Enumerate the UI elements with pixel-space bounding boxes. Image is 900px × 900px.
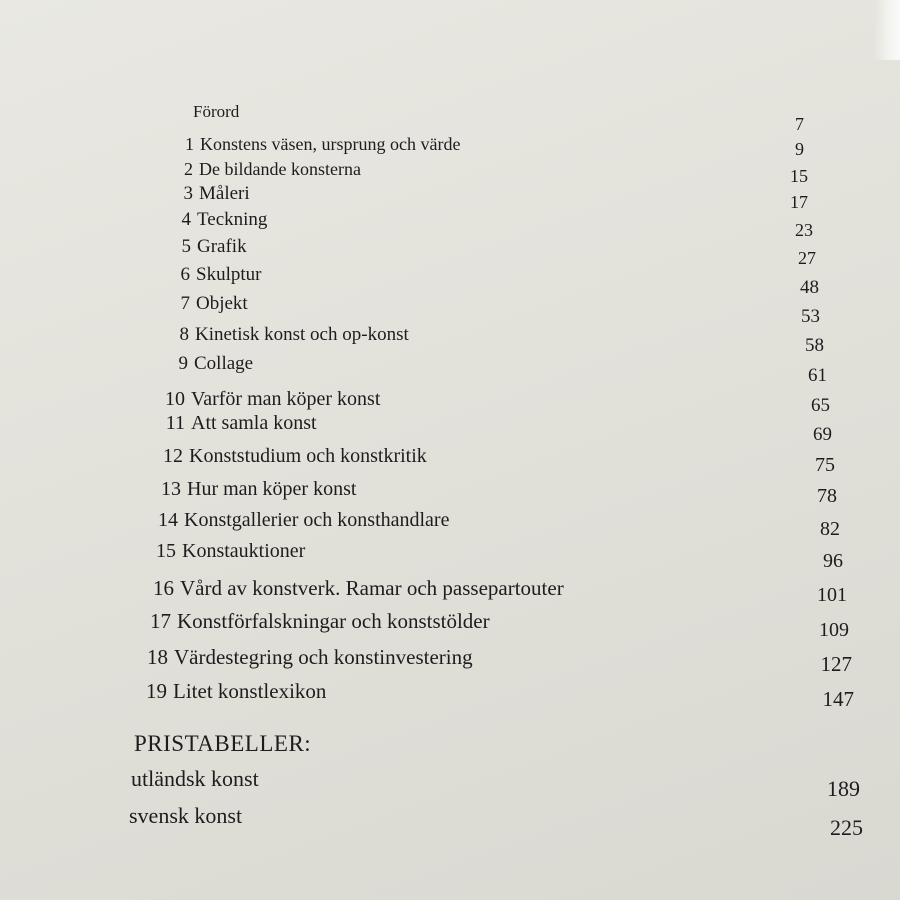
toc-entry [159,324,409,346]
toc-number: 18 [147,645,168,669]
toc-title: De bildande konsterna [199,159,361,179]
toc-entry [158,353,253,375]
toc-title: svensk konst [129,803,243,828]
toc-entry [161,209,267,231]
toc-entry [163,159,361,180]
toc-page-number: 189 [827,776,860,801]
toc-title: Värdestegring och konstinvestering [174,645,473,669]
toc-number: 1 [185,134,194,154]
toc-page-number: 109 [819,619,849,641]
toc-page-number: 53 [801,306,820,327]
price-tables-heading: PRISTABELLER: [134,731,312,756]
toc-title: Hur man köper konst [187,478,357,500]
toc-page-number: 27 [798,248,816,268]
toc-page-number: 65 [811,395,830,416]
toc-entry [164,134,460,155]
toc-title: Förord [193,102,240,121]
toc-title: Teckning [197,209,268,230]
toc-entry [160,293,248,315]
price-table-item [129,803,242,829]
toc-page-number: 127 [820,652,852,676]
toc-entry [161,236,247,258]
toc-title: Vård av konstverk. Ramar och passepartouter [180,576,564,600]
toc-entry [160,264,261,286]
toc-title: Collage [194,353,254,374]
toc-number: 10 [165,388,185,410]
toc-title: Konststudium och konstkritik [189,445,427,467]
toc-page-number: 225 [830,815,863,840]
toc-entry [148,509,449,532]
toc-number: 2 [184,159,193,179]
toc-page-number: 82 [820,518,840,540]
toc-title: Konstgallerier och konsthandlare [184,509,450,531]
toc-number: 8 [179,324,189,345]
toc-page-number: 75 [815,454,835,476]
toc-title: Skulptur [196,264,262,285]
toc-page-number: 7 [795,114,804,134]
toc-entry [155,388,380,411]
toc-page-number: 69 [813,424,832,445]
toc-number: 17 [150,609,171,633]
toc-number: 15 [156,540,176,562]
toc-title: utländsk konst [131,766,259,791]
toc-page-number: 17 [790,192,808,212]
toc-entry [151,478,356,501]
toc-number: 3 [183,183,193,204]
toc-entry [153,445,427,468]
toc-number: 14 [158,509,178,531]
toc-page-number: 9 [795,139,804,159]
toc-title: Att samla konst [191,412,317,434]
toc-entry [155,412,317,435]
toc-entry [138,645,473,670]
toc-page-number: 48 [800,277,819,298]
toc-number: 19 [146,679,167,703]
toc-number: 9 [178,353,188,374]
toc-page-number: 61 [808,365,827,386]
toc-page-number: 58 [805,335,824,356]
toc-page-number: 96 [823,550,843,572]
toc-page-number: 147 [822,687,854,711]
toc-entry [146,540,305,563]
toc-title: Kinetisk konst och op-konst [195,324,409,345]
toc-number: 6 [180,264,190,285]
toc-title: Objekt [196,293,248,314]
toc-title: Grafik [197,236,247,257]
toc-title: Konstförfalskningar och konststölder [177,609,490,633]
toc-number: 16 [153,576,174,600]
toc-number: 7 [180,293,190,314]
toc-title: Litet konstlexikon [173,679,327,703]
toc-entry [163,183,250,205]
toc-page-number: 15 [790,166,808,186]
toc-title: Varför man köper konst [191,388,381,410]
toc-number: 4 [181,209,191,230]
toc-entry [144,576,564,601]
toc-number: 12 [163,445,183,467]
toc-entry [137,679,326,704]
toc-foreword [193,102,239,122]
toc-page-number: 23 [795,220,813,240]
toc-title: Konstauktioner [182,540,306,562]
toc-page-number: 101 [817,584,847,606]
toc-number: 11 [165,412,185,434]
toc-number: 13 [161,478,181,500]
toc-title: Måleri [199,183,250,204]
price-table-item [131,766,259,792]
toc-title: Konstens väsen, ursprung och värde [200,134,461,154]
toc-entry [141,609,490,634]
toc-page-number: 78 [817,485,837,507]
toc-number: 5 [181,236,191,257]
